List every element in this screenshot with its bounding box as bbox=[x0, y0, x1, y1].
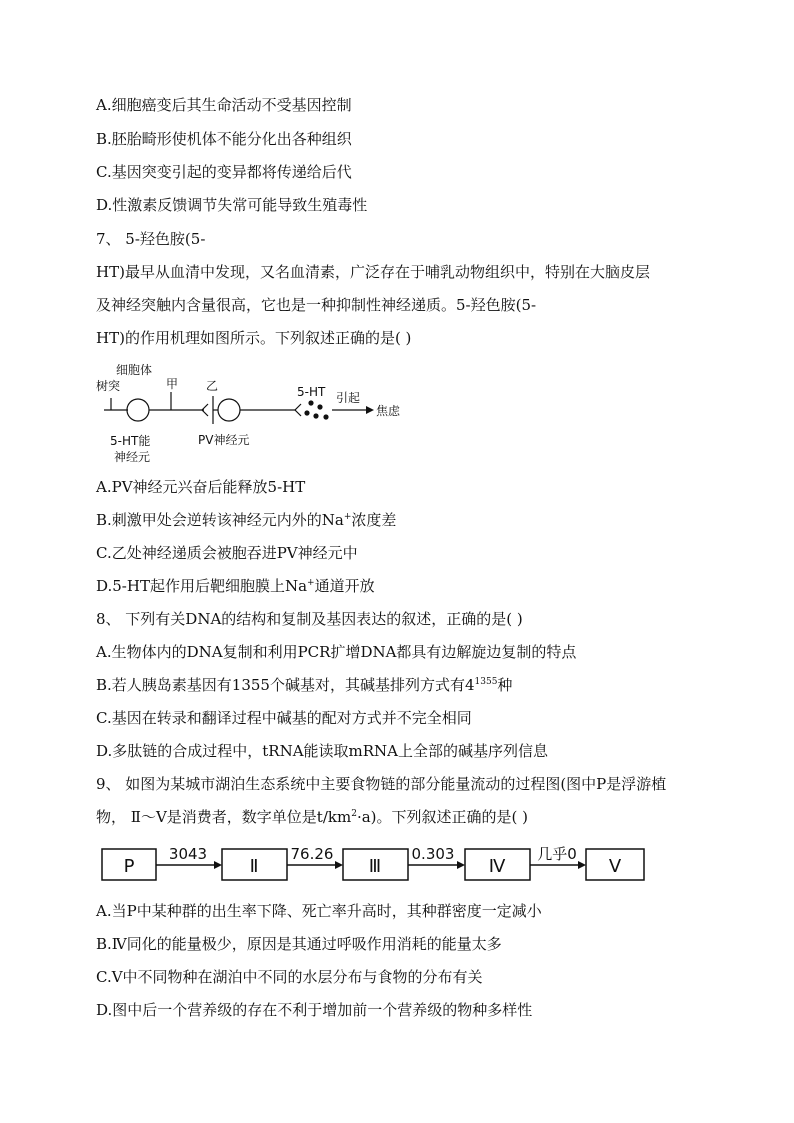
flow-value-1: 3043 bbox=[168, 845, 208, 863]
box-label-iii: Ⅲ bbox=[368, 856, 382, 877]
q7-option-b: B.刺激甲处会逆转该神经元内外的Na+浓度差 bbox=[96, 511, 397, 529]
q7-stem-line3: 及神经突触内含量很高，它也是一种抑制性神经递质。5-羟色胺(5- bbox=[96, 296, 537, 314]
box-label-v: Ⅴ bbox=[608, 856, 622, 877]
5ht-neuron-body bbox=[127, 399, 149, 421]
flow-value-2: 76.26 bbox=[290, 845, 334, 863]
q6-option-d: D.性激素反馈调节失常可能导致生殖毒性 bbox=[96, 196, 368, 214]
food-chain-diagram bbox=[100, 840, 650, 890]
label-anxiety: 焦虑 bbox=[376, 404, 401, 418]
q7-option-c: C.乙处神经递质会被胞吞进PV神经元中 bbox=[96, 544, 358, 562]
flow-value-3: 0.303 bbox=[411, 845, 455, 863]
q7-stem-line1: 7、 5-羟色胺(5- bbox=[96, 230, 206, 248]
label-cause: 引起 bbox=[336, 391, 361, 405]
box-label-iv: Ⅳ bbox=[488, 856, 506, 877]
label-pv-neuron: PV神经元 bbox=[198, 433, 250, 447]
box-label-ii: Ⅱ bbox=[249, 856, 259, 877]
label-dendrite: 树突 bbox=[96, 379, 121, 393]
pv-neuron-body bbox=[218, 399, 240, 421]
q9-stem-line1: 9、 如图为某城市湖泊生态系统中主要食物链的部分能量流动的过程图(图中P是浮游植 bbox=[96, 775, 667, 793]
q7-stem-line2: HT)最早从血清中发现，又名血清素，广泛存在于哺乳动物组织中，特别在大脑皮层 bbox=[96, 263, 650, 281]
label-5ht-neuron-1: 5-HT能 bbox=[110, 434, 151, 448]
q9-option-a: A.当P中某种群的出生率下降、死亡率升高时，其种群密度一定减小 bbox=[96, 902, 542, 920]
flow-value-4: 几乎0 bbox=[537, 845, 577, 863]
q8-stem: 8、 下列有关DNA的结构和复制及基因表达的叙述，正确的是( ) bbox=[96, 610, 523, 628]
q9-option-d: D.图中后一个营养级的存在不利于增加前一个营养级的物种多样性 bbox=[96, 1001, 533, 1019]
q7-stem-line4: HT)的作用机理如图所示。下列叙述正确的是( ) bbox=[96, 329, 412, 347]
q9-option-c: C.Ⅴ中不同物种在湖泊中不同的水层分布与食物的分布有关 bbox=[96, 968, 483, 986]
q9-stem-line2: 物， Ⅱ～Ⅴ是消费者，数字单位是$t/km^2\cdot a$)。下列叙述正确的是( ) bbox=[96, 808, 528, 826]
box-label-p: P bbox=[123, 856, 135, 877]
cause-arrowhead bbox=[366, 406, 374, 414]
q8-option-b: B.若人胰岛素基因有1355个碱基对，其碱基排列方式有$4^{1355}$种 bbox=[96, 676, 513, 694]
q7-option-a: A.PV神经元兴奋后能释放5-HT bbox=[96, 478, 306, 496]
label-5ht-neuron-2: 神经元 bbox=[114, 450, 151, 464]
q8-option-d: D.多肽链的合成过程中，tRNA能读取mRNA上全部的碱基序列信息 bbox=[96, 742, 549, 760]
q8-option-c: C.基因在转录和翻译过程中碱基的配对方式并不完全相同 bbox=[96, 709, 472, 727]
q8-option-a: A.生物体内的DNA复制和利用PCR扩增DNA都具有边解旋边复制的特点 bbox=[96, 643, 577, 661]
neuron-diagram bbox=[96, 358, 416, 468]
5ht-vesicles bbox=[304, 400, 328, 419]
label-jia: 甲 bbox=[166, 377, 179, 391]
label-cell-body: 细胞体 bbox=[116, 363, 153, 377]
q6-option-c: C.基因突变引起的变异都将传递给后代 bbox=[96, 163, 352, 181]
q6-option-a: A.细胞癌变后其生命活动不受基因控制 bbox=[96, 96, 352, 114]
q7-option-d: D.5-HT起作用后靶细胞膜上Na+通道开放 bbox=[96, 577, 375, 595]
q9-option-b: B.Ⅳ同化的能量极少，原因是其通过呼吸作用消耗的能量太多 bbox=[96, 935, 502, 953]
label-5ht: 5-HT bbox=[297, 385, 326, 399]
q6-option-b: B.胚胎畸形使机体不能分化出各种组织 bbox=[96, 130, 352, 148]
label-yi: 乙 bbox=[206, 379, 219, 393]
